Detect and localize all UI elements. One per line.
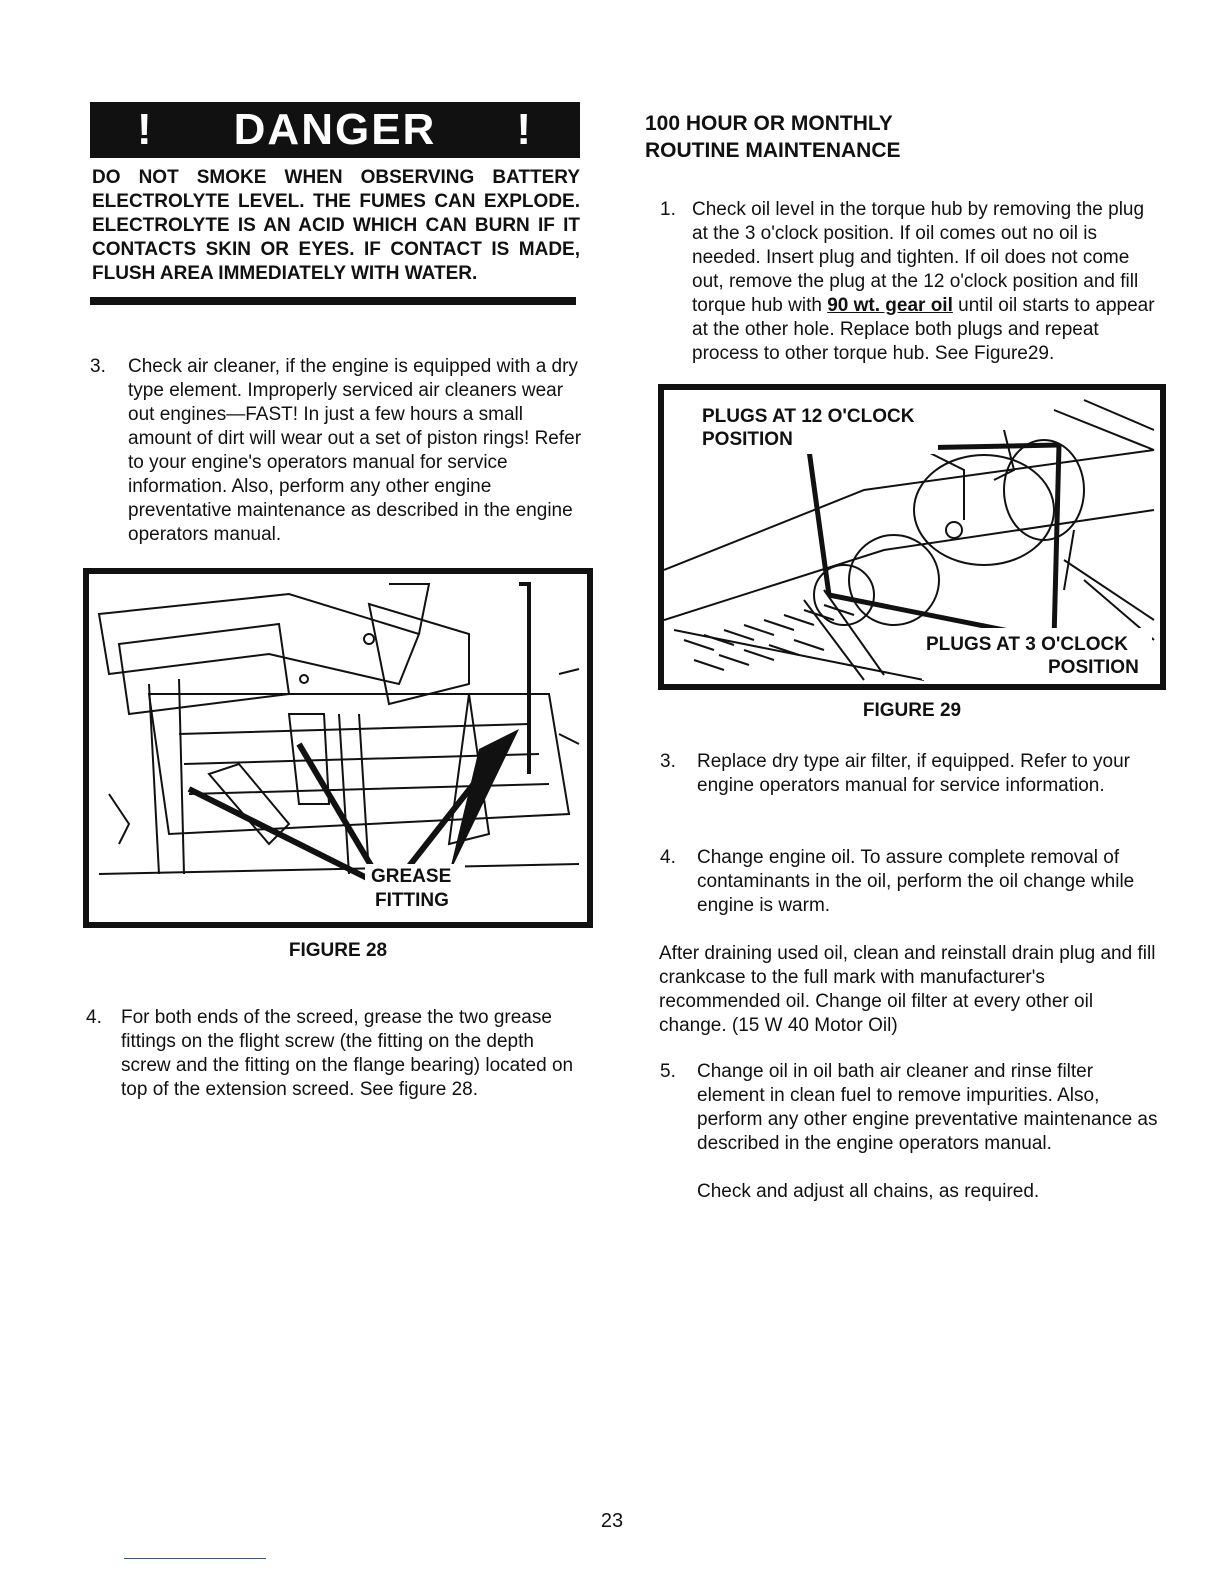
page-number: 23 <box>600 1510 624 1532</box>
left-item-4 <box>86 1006 586 1102</box>
left-item-3 <box>90 355 588 547</box>
danger-banner <box>90 102 580 158</box>
danger-divider <box>90 297 576 305</box>
figure-29-label-top-1: PLUGS AT 12 O'CLOCK <box>702 406 915 427</box>
figure-28-label-fitting: FITTING <box>375 890 449 911</box>
figure-28-caption: FIGURE 28 <box>288 940 388 961</box>
item-number: 4. <box>86 1007 102 1028</box>
figure-29-label-bottom-2: POSITION <box>1048 657 1139 678</box>
screed-illustration <box>89 574 587 922</box>
right-item-1 <box>660 198 1158 366</box>
item-text: Check oil level in the torque hub by removing the plug at the 3 o'clock position. If oil comes out no oil is needed. Insert plug and tighten. If oil does not come out, remove the plug at the 12 o'clock position and fill torque hub with 90 wt. gear oil until oil starts to appear at the other hole. Replace both plugs and repeat process to other torque hub. See Figure29. <box>692 199 1155 364</box>
section-title <box>645 110 1145 164</box>
item-number: 4. <box>660 847 676 868</box>
item-text: For both ends of the screed, grease the two grease fittings on the flight screw (the fitting on the depth screw and the fitting on the flange bearing) located on top of the extension screed. See figure 28. <box>121 1007 574 1100</box>
item-text: Check air cleaner, if the engine is equipped with a dry type element. Improperly serviced air cleaners wear out engines—FAST! In just a few hours a small amount of dirt will wear out a set of piston rings! Refer to your engine's operators manual for service information. Also, perform any other engine preventative maintenance as described in the engine operators manual. <box>128 356 582 545</box>
gear-oil-spec: 90 wt. gear oil <box>827 295 953 316</box>
item-number: 5. <box>660 1061 676 1082</box>
figure-28-label-grease: GREASE <box>371 866 452 887</box>
section-title-line-1: 100 HOUR OR MONTHLY <box>645 112 893 135</box>
item-number: 3. <box>660 751 676 772</box>
danger-heading: DANGER <box>233 105 437 154</box>
section-title-line-2: ROUTINE MAINTENANCE <box>645 139 901 162</box>
chains-note: Check and adjust all chains, as required. <box>697 1181 1040 1202</box>
item-number: 3. <box>90 356 106 377</box>
figure-29-label-bottom-1: PLUGS AT 3 O'CLOCK <box>926 634 1128 655</box>
footer-rule <box>124 1558 266 1559</box>
figure-29 <box>658 384 1166 690</box>
torque-hub-illustration <box>664 390 1160 684</box>
item-number: 1. <box>660 199 676 220</box>
drain-oil-paragraph: After draining used oil, clean and reinstall drain plug and fill crankcase to the full mark with manufacturer's recommended oil. Change oil filter at every other oil change. (15 W 40 Motor Oil) <box>659 943 1156 1036</box>
right-item-5 <box>660 1060 1158 1156</box>
exclamation-icon: ! <box>137 105 154 154</box>
item-text: Replace dry type air filter, if equipped. Refer to your engine operators manual for service information. <box>697 751 1131 796</box>
figure-29-label-top-2: POSITION <box>702 429 793 450</box>
item-text: Change engine oil. To assure complete removal of contaminants in the oil, perform the oil change while engine is warm. <box>697 847 1135 916</box>
exclamation-icon: ! <box>516 105 533 154</box>
danger-warning-text: DO NOT SMOKE WHEN OBSERVING BATTERY ELECTROLYTE LEVEL. THE FUMES CAN EXPLODE. ELECTROLYTE IS AN ACID WHICH CAN BURN IF IT CONTACTS SKIN OR EYES. IF CONTACT IS MADE, FLUSH AREA IMMEDIATELY WITH WATER. <box>92 167 580 284</box>
right-item-3 <box>660 750 1158 798</box>
item-text: Change oil in oil bath air cleaner and rinse filter element in clean fuel to remove impurities. Also, perform any other engine preventative maintenance as described in the engine operators manual. <box>697 1061 1158 1154</box>
right-item-4 <box>660 846 1158 918</box>
figure-29-caption: FIGURE 29 <box>862 700 962 721</box>
figure-28 <box>83 568 593 928</box>
